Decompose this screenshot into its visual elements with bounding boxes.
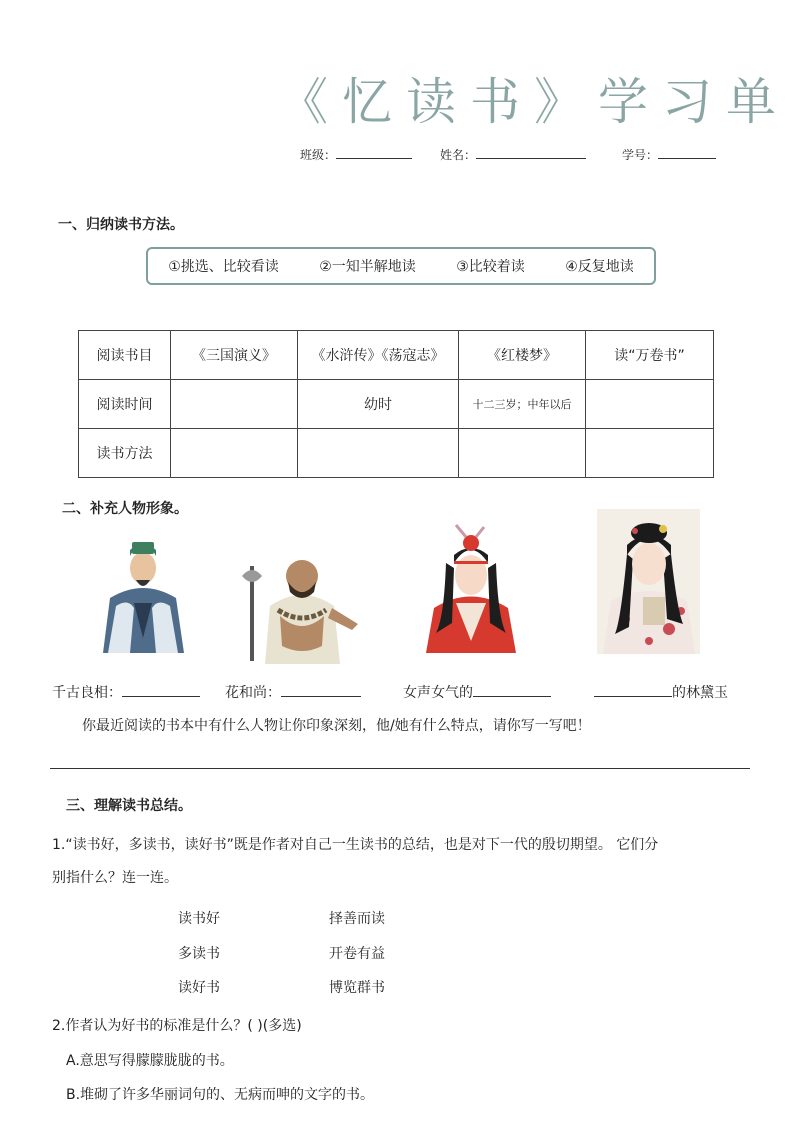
fill-label: 千古良相： <box>52 685 122 701</box>
name-label: 姓名： <box>440 148 477 162</box>
fill-blank[interactable] <box>122 684 200 697</box>
match-left-item[interactable]: 多读书 <box>178 946 220 962</box>
id-label: 学号： <box>622 148 659 162</box>
class-label: 班级： <box>300 148 337 162</box>
writing-line[interactable] <box>50 768 750 769</box>
table-row <box>79 429 714 478</box>
question2: 2.作者认为好书的标准是什么？( )(多选) <box>52 1018 302 1034</box>
id-field <box>622 146 716 163</box>
page-title: 《忆读书》学习单 <box>278 73 790 131</box>
section3-heading: 三、理解读书总结。 <box>66 798 192 814</box>
fill-lady <box>403 682 551 702</box>
table-cell: 《三国演义》 <box>171 331 298 380</box>
name-field <box>440 146 586 163</box>
reading-table <box>78 330 714 478</box>
match-right-item[interactable]: 博览群书 <box>329 980 385 996</box>
fill-lu <box>225 682 361 702</box>
table-cell[interactable] <box>586 380 714 429</box>
method-option: ②一知半解地读 <box>319 259 416 275</box>
lin-daiyu-portrait <box>597 509 700 654</box>
method-option: ③比较着读 <box>456 259 525 275</box>
method-option: ①挑选、比较看读 <box>168 259 279 275</box>
match-left-item[interactable]: 读书好 <box>178 911 220 927</box>
table-cell: 十二三岁；中年以后 <box>459 380 586 429</box>
fill-blank[interactable] <box>281 684 361 697</box>
match-right-item[interactable]: 择善而读 <box>329 911 385 927</box>
class-blank[interactable] <box>336 146 412 159</box>
table-cell: 读书方法 <box>79 429 171 478</box>
section1-heading: 一、归纳读书方法。 <box>58 217 184 233</box>
question1-line1: 1.“读书好，多读书，读好书”既是作者对自己一生读书的总结，也是对下一代的殷切期望。 它们分 <box>52 837 659 853</box>
question2-option-a[interactable]: A.意思写得朦朦胧胧的书。 <box>66 1053 234 1069</box>
lady-in-red-portrait <box>426 523 516 653</box>
table-row <box>79 331 714 380</box>
table-cell: 阅读书目 <box>79 331 171 380</box>
zhuge-liang-portrait <box>98 528 188 653</box>
fill-blank[interactable] <box>594 684 672 697</box>
class-field <box>300 146 412 163</box>
table-cell: 读“万卷书” <box>586 331 714 380</box>
table-cell[interactable] <box>459 429 586 478</box>
fill-label: 的林黛玉 <box>672 685 728 701</box>
fill-blank[interactable] <box>473 684 551 697</box>
table-cell[interactable] <box>171 429 298 478</box>
table-cell: 《水浒传》《荡寇志》 <box>298 331 459 380</box>
section2-heading: 二、补充人物形象。 <box>62 501 188 517</box>
table-row <box>79 380 714 429</box>
id-blank[interactable] <box>658 146 716 159</box>
lu-zhishen-portrait <box>240 546 365 666</box>
match-right-item[interactable]: 开卷有益 <box>329 946 385 962</box>
table-cell: 阅读时间 <box>79 380 171 429</box>
method-options-box <box>146 247 656 285</box>
name-blank[interactable] <box>476 146 586 159</box>
table-cell[interactable] <box>586 429 714 478</box>
fill-zhuge <box>52 682 200 702</box>
question1-line2: 别指什么？连一连。 <box>52 870 178 886</box>
table-cell: 《红楼梦》 <box>459 331 586 380</box>
fill-label: 花和尚： <box>225 685 281 701</box>
match-left-item[interactable]: 读好书 <box>178 980 220 996</box>
question2-option-b[interactable]: B.堆砌了许多华丽词句的、无病而呻的文字的书。 <box>66 1087 375 1103</box>
fill-label: 女声女气的 <box>403 685 473 701</box>
table-cell: 幼时 <box>298 380 459 429</box>
method-option: ④反复地读 <box>565 259 634 275</box>
writing-prompt: 你最近阅读的书本中有什么人物让你印象深刻，他/她有什么特点，请你写一写吧！ <box>82 718 591 734</box>
table-cell[interactable] <box>171 380 298 429</box>
table-cell[interactable] <box>298 429 459 478</box>
fill-daiyu <box>594 682 728 702</box>
